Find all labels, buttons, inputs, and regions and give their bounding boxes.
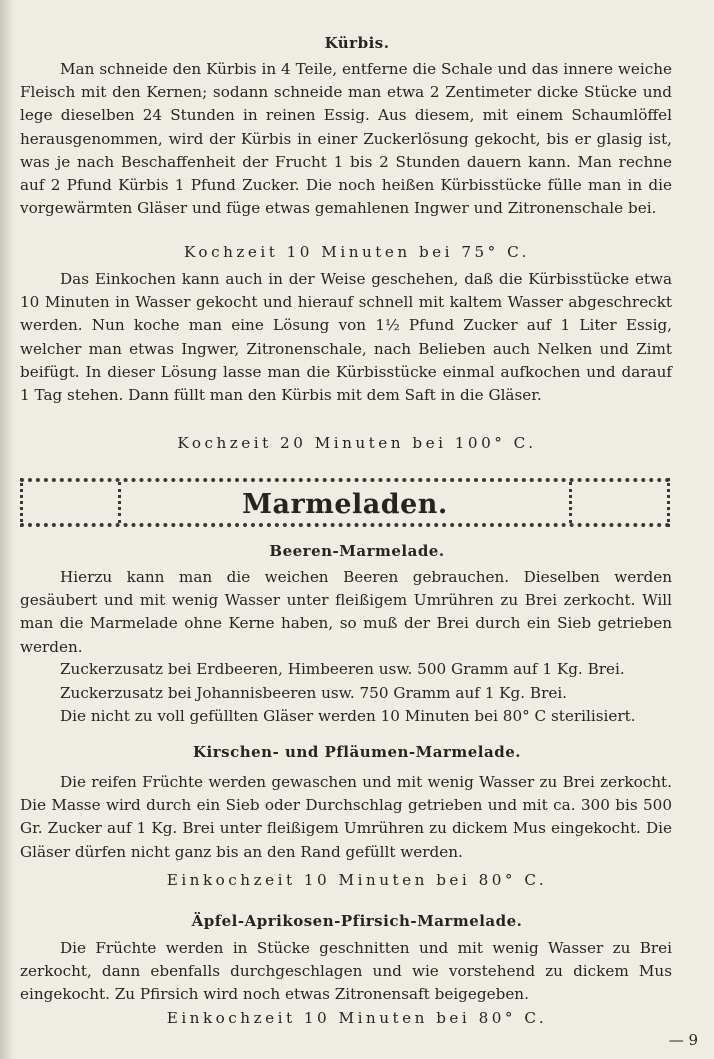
section-title-beeren: Beeren-Marmelade. — [269, 542, 445, 560]
section-title-kuerbis: Kürbis. — [324, 34, 390, 52]
aepfel-kochzeit: Einkochzeit 10 Minuten bei 80° C. — [166, 1009, 548, 1027]
page-number: — 9 — [668, 1031, 698, 1049]
marmeladen-banner — [20, 478, 670, 527]
section-title-aepfel: Äpfel-Aprikosen-Pfirsich-Marmelade. — [191, 912, 523, 930]
kuerbis-paragraph-2: Das Einkochen kann auch in der Weise geschehen, daß die Kürbisstücke etwa 10 Minuten in Wasser gekocht und hierauf schnell mit kaltem Wasser abgeschreckt werden. Nun koche man eine Lösung von 1½ Pfund Zucker auf 1 Liter Essig, welcher man etwas Ingwer, Zitronenschale, nach Belieben auch Nelken und Zimt beifügt. In dieser Lösung lasse man die Kürbisstücke einmal aufkochen und darauf 1 Tag stehen. Dann füllt man den Kürbis mit dem Saft in die Gläser. — [20, 270, 672, 405]
page-edge-shadow — [0, 0, 14, 1059]
kirschen-kochzeit: Einkochzeit 10 Minuten bei 80° C. — [166, 871, 548, 889]
beeren-sterilize-line: Die nicht zu voll gefüllten Gläser werden 10 Minuten bei 80° C sterilisiert. — [60, 707, 636, 725]
banner-title: Marmeladen. — [242, 489, 448, 520]
aepfel-paragraph: Die Früchte werden in Stücke geschnitten und mit wenig Wasser zu Brei zerkocht, dann ebenfalls durchgeschlagen und wie vorstehend zu dickem Mus eingekocht. Zu Pfirsich wird noch etwas Zitronensaft beigegeben. — [20, 939, 672, 1004]
kochzeit-line-1: Kochzeit 10 Minuten bei 75° C. — [183, 243, 531, 261]
kochzeit-line-2: Kochzeit 20 Minuten bei 100° C. — [177, 434, 537, 452]
kirschen-paragraph: Die reifen Früchte werden gewaschen und mit wenig Wasser zu Brei zerkocht. Die Masse wird durch ein Sieb oder Durchschlag getrieben und mit ca. 300 bis 500 Gr. Zucker auf 1 Kg. Brei unter fleißigem Umrühren zu dickem Mus eingekocht. Die Gläser dürfen nicht ganz bis an den Rand gefüllt werden. — [20, 773, 672, 861]
section-title-kirschen: Kirschen- und Pfläumen-Marmelade. — [193, 743, 521, 761]
beeren-paragraph: Hierzu kann man die weichen Beeren gebrauchen. Dieselben werden gesäubert und mit wenig Wasser unter fleißigem Umrühren zu Brei zerkocht. Will man die Marmelade ohne Kerne haben, so muß der Brei durch ein Sieb getrieben werden. — [20, 568, 672, 656]
kuerbis-paragraph-1: Man schneide den Kürbis in 4 Teile, entferne die Schale und das innere weiche Fleisch mit den Kernen; sodann schneide man etwa 2 Zentimeter dicke Stücke und lege dieselben 24 Stunden in reinen Essig. Aus diesem, mit einem Schaumlöffel herausgenommen, wird der Kürbis in einer Zuckerlösung gekocht, bis er glasig ist, was je nach Beschaffenheit der Frucht 1 bis 2 Stunden dauern kann. Man rechne auf 2 Pfund Kürbis 1 Pfund Zucker. Die noch heißen Kürbisstücke fülle man in die vorgewärmten Gläser und füge etwas gemahlenen Ingwer und Zitronenschale bei. — [20, 60, 672, 218]
beeren-sugar-line-1: Zuckerzusatz bei Erdbeeren, Himbeeren usw. 500 Gramm auf 1 Kg. Brei. — [60, 660, 625, 678]
beeren-sugar-line-2: Zuckerzusatz bei Johannisbeeren usw. 750 Gramm auf 1 Kg. Brei. — [60, 684, 567, 702]
